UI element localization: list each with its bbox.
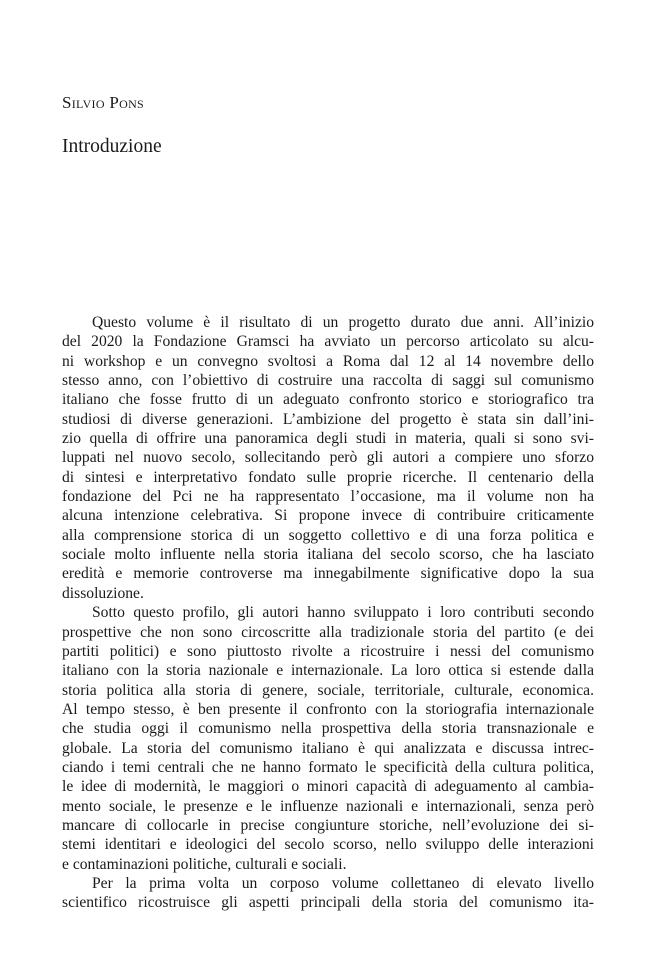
text-line: e contaminazioni politiche, culturali e sociali. (62, 855, 347, 873)
text-line: Al tempo stesso, è ben presente il confronto con la storiografia internazionale (62, 700, 594, 718)
text-line: alcuna intenzione celebrativa. Si propone invece di contribuire criticamente (62, 507, 594, 525)
paragraph-2 (62, 603, 594, 874)
chapter-author: Silvio Pons (62, 93, 145, 112)
text-line: italiano con la storia nazionale e internazionale. La loro ottica si estende dalla (62, 662, 594, 680)
text-line: scientifico ricostruisce gli aspetti principali della storia del comunismo ita- (62, 894, 594, 912)
text-line: dissoluzione. (62, 584, 144, 602)
text-line: luppati nel nuovo secolo, sollecitando però gli autori a compiere uno sforzo (62, 449, 594, 467)
text-line: stemi identitari e ideologici del secolo scorso, nello sviluppo delle interazioni (62, 836, 594, 854)
text-line: Sotto questo profilo, gli autori hanno sviluppato i loro contributi secondo (92, 604, 594, 622)
paragraph-1 (62, 313, 594, 603)
chapter-title: Introduzione (62, 136, 162, 157)
text-line: studiosi di diverse generazioni. L’ambizione del progetto è stata sin dall’ini- (62, 410, 594, 428)
text-line: stesso anno, con l’obiettivo di costruire una raccolta di saggi sul comunismo (62, 372, 594, 390)
text-line: sociale molto influente nella storia italiana del secolo scorso, che ha lasciato (62, 546, 594, 564)
text-line: Per la prima volta un corposo volume collettaneo di elevato livello (92, 874, 594, 892)
body-text (62, 313, 594, 913)
text-line: prospettive che non sono circoscritte alla tradizionale storia del partito (e dei (62, 623, 594, 641)
text-line: le idee di modernità, le maggiori o minori capacità di adeguamento al cambia- (62, 778, 594, 796)
paragraph-3 (62, 874, 594, 913)
text-line: storia politica alla storia di genere, sociale, territoriale, culturale, economica. (62, 681, 594, 699)
text-line: zio quella di offrire una panoramica degli studi in materia, quali si sono svi- (62, 430, 594, 448)
text-line: che studia oggi il comunismo nella prospettiva della storia transnazionale e (62, 720, 594, 738)
text-line: fondazione del Pci ne ha rappresentato l’occasione, ma il volume non ha (62, 488, 594, 506)
text-line: ciando i temi centrali che ne hanno formato le specificità della cultura politica, (62, 758, 594, 776)
text-line: Questo volume è il risultato di un progetto durato due anni. All’inizio (92, 314, 594, 331)
text-line: partiti politici) e sono piuttosto rivolte a ricostruire i nessi del comunismo (62, 642, 594, 660)
text-line: eredità e memorie controverse ma innegabilmente significative dopo la sua (62, 565, 594, 583)
text-line: di sintesi e interpretativo fondato sulle proprie ricerche. Il centenario della (62, 468, 594, 486)
text-line: del 2020 la Fondazione Gramsci ha avviato un percorso articolato su alcu- (62, 333, 594, 351)
text-line: alla comprensione storica di un soggetto collettivo e di una forza politica e (62, 526, 594, 544)
text-line: italiano che fosse frutto di un adeguato confronto storico e storiografico tra (62, 391, 594, 409)
text-line: mento sociale, le presenze e le influenze nazionali e internazionali, senza però (62, 797, 594, 815)
text-line: mancare di collocarle in precise congiunture storiche, nell’evoluzione dei si- (62, 816, 594, 834)
text-line: ni workshop e un convegno svoltosi a Roma dal 12 al 14 novembre dello (62, 352, 594, 370)
text-line: globale. La storia del comunismo italiano è qui analizzata e discussa intrec- (62, 739, 594, 757)
